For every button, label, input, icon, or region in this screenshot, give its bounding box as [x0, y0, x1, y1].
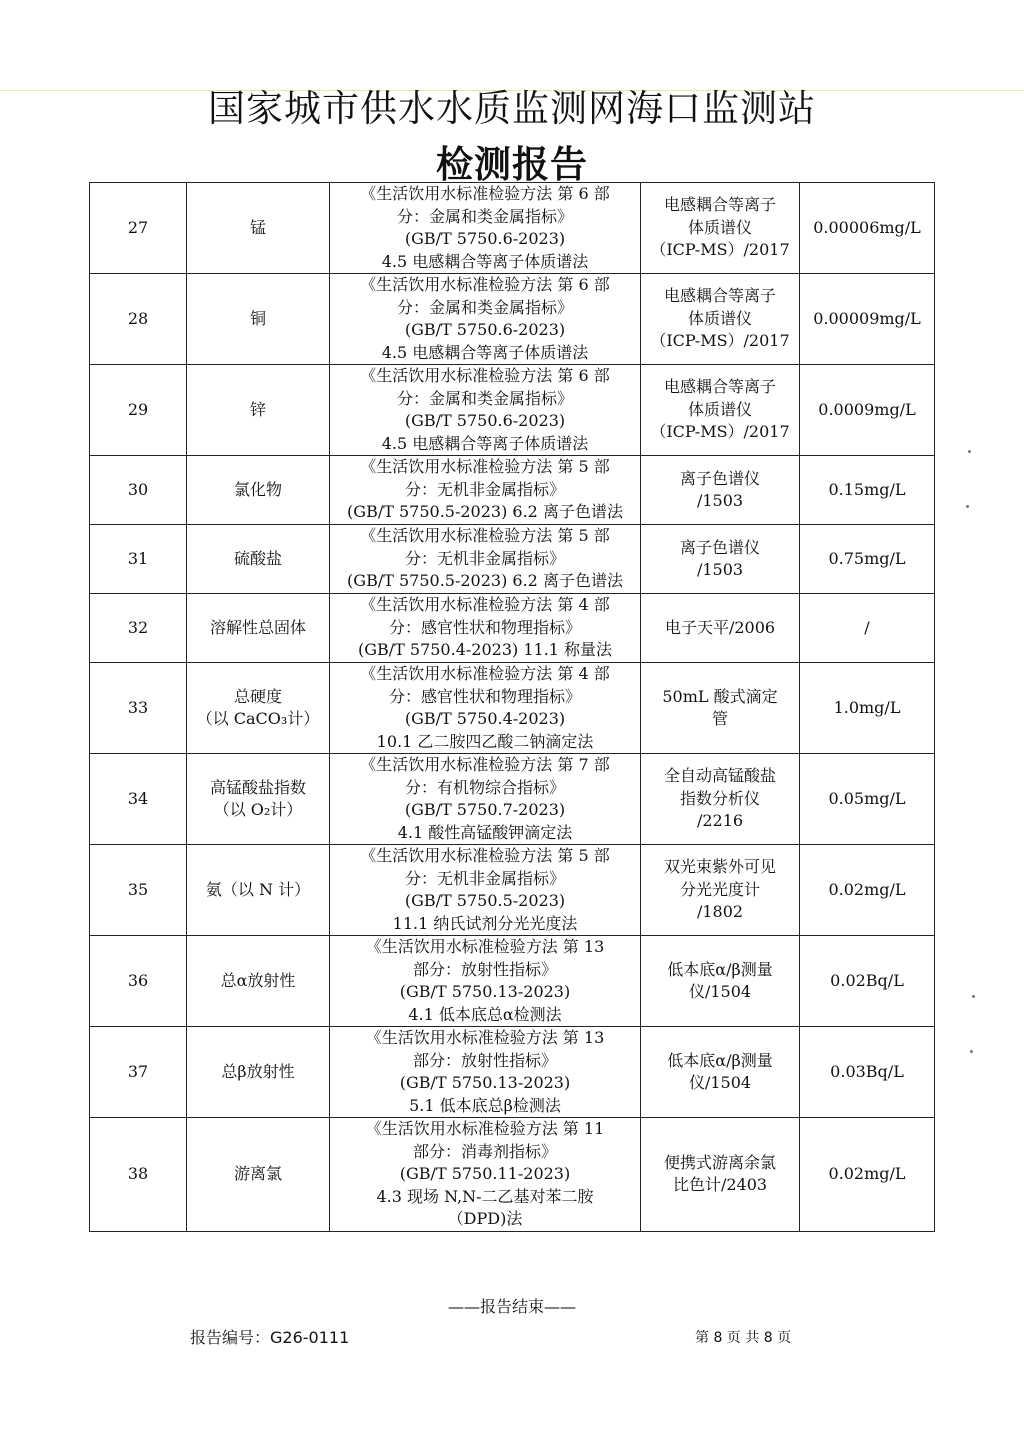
method-cell-line: (GB/T 5750.11-2023): [399, 1164, 571, 1183]
instrument-cell: [641, 594, 800, 663]
row-number-cell: 38: [90, 1118, 187, 1232]
table-row: [90, 663, 935, 754]
detection-limit-cell: 0.02mg/L: [800, 1118, 935, 1232]
table-row: [90, 845, 935, 936]
instrument-cell-line: （ICP-MS）/2017: [650, 240, 790, 260]
method-cell-line: (GB/T 5750.5-2023) 6.2 离子色谱法: [347, 502, 623, 522]
row-number-cell: 36: [90, 936, 187, 1027]
instrument-cell-line: /1503: [696, 560, 744, 579]
method-cell-line: 部分：放射性指标》: [412, 959, 557, 979]
item-cell-line: 铜: [249, 308, 266, 328]
method-cell-line: (GB/T 5750.5-2023) 6.2 离子色谱法: [347, 571, 623, 591]
instrument-cell-line: （ICP-MS）/2017: [650, 331, 790, 351]
item-cell: [187, 525, 330, 594]
instrument-cell: [641, 365, 800, 456]
method-cell-line: 分：有机物综合指标》: [404, 777, 565, 797]
row-number-cell: 33: [90, 663, 187, 754]
method-cell-line: 《生活饮用水标准检验方法 第 5 部: [360, 526, 610, 546]
item-cell-line: 总硬度: [233, 686, 282, 706]
table-body: [90, 183, 935, 1232]
instrument-cell-line: 电子天平/2006: [664, 617, 776, 637]
instrument-cell-line: /1802: [696, 902, 744, 922]
instrument-cell: [641, 845, 800, 936]
report-subtitle: 检测报告: [436, 143, 588, 186]
item-cell: [187, 936, 330, 1027]
method-cell-line: 《生活饮用水标准检验方法 第 7 部: [360, 755, 610, 774]
method-cell-line: (GB/T 5750.6-2023): [404, 229, 566, 248]
row-number-cell: 29: [90, 365, 187, 456]
table-row: [90, 1118, 935, 1232]
scan-speck: [966, 505, 969, 508]
instrument-cell-line: 离子色谱仪: [679, 537, 760, 557]
instrument-cell: [641, 456, 800, 525]
instrument-cell: [641, 1118, 800, 1232]
method-cell-line: 《生活饮用水标准检验方法 第 6 部: [360, 275, 610, 294]
instrument-cell-line: 比色计/2403: [672, 1175, 768, 1195]
detection-limit-cell: 0.75mg/L: [800, 525, 935, 594]
row-number-cell: 37: [90, 1027, 187, 1118]
method-cell-line: 5.1 低本底总β检测法: [409, 1095, 561, 1115]
method-cell: [330, 663, 641, 754]
detection-limit-cell: 0.00006mg/L: [800, 183, 935, 274]
method-cell-line: 《生活饮用水标准检验方法 第 13: [365, 937, 605, 956]
scan-speck: [972, 995, 975, 998]
item-cell: [187, 663, 330, 754]
instrument-cell-line: 体质谱仪: [687, 399, 752, 419]
instrument-cell-line: 低本底α/β测量: [667, 1050, 773, 1070]
table-row: [90, 594, 935, 663]
item-cell: [187, 594, 330, 663]
method-cell-line: 4.5 电感耦合等离子体质谱法: [381, 342, 589, 362]
method-cell-line: 11.1 纳氏试剂分光光度法: [392, 913, 578, 933]
method-cell-line: 《生活饮用水标准检验方法 第 4 部: [360, 664, 610, 683]
instrument-cell-line: 仪/1504: [688, 982, 752, 1001]
row-number-cell: 30: [90, 456, 187, 525]
table-row: [90, 365, 935, 456]
item-cell: [187, 183, 330, 274]
item-cell-line: 锰: [249, 217, 266, 237]
method-cell-line: (GB/T 5750.13-2023): [399, 982, 571, 1001]
instrument-cell: [641, 663, 800, 754]
table-row: [90, 456, 935, 525]
method-cell-line: 《生活饮用水标准检验方法 第 6 部: [360, 184, 610, 203]
instrument-cell-line: （ICP-MS）/2017: [650, 422, 790, 442]
table-row: [90, 754, 935, 845]
item-cell-line: （以 O₂计）: [213, 800, 303, 819]
instrument-cell-line: 全自动高锰酸盐: [663, 766, 776, 786]
instrument-cell-line: 50mL 酸式滴定: [662, 686, 778, 706]
item-cell-line: 总α放射性: [220, 970, 296, 990]
item-cell-line: 硫酸盐: [233, 548, 282, 568]
method-cell: [330, 936, 641, 1027]
method-cell-line: 《生活饮用水标准检验方法 第 5 部: [360, 457, 610, 477]
method-cell-line: 分：无机非金属指标》: [404, 868, 565, 888]
method-cell-line: 分：金属和类金属指标》: [396, 388, 573, 408]
row-number-cell: 27: [90, 183, 187, 274]
method-cell-line: 4.5 电感耦合等离子体质谱法: [381, 433, 589, 453]
detection-limit-cell: 0.02Bq/L: [800, 936, 935, 1027]
row-number-cell: 32: [90, 594, 187, 663]
instrument-cell-line: 低本底α/β测量: [667, 959, 773, 979]
item-cell-line: 氯化物: [233, 479, 282, 499]
row-number-cell: 31: [90, 525, 187, 594]
method-cell: [330, 183, 641, 274]
method-cell-line: 部分：放射性指标》: [412, 1050, 557, 1070]
item-cell-line: （以 CaCO₃计）: [196, 709, 320, 728]
item-cell: [187, 754, 330, 845]
table-row: [90, 274, 935, 365]
table-row: [90, 936, 935, 1027]
method-cell-line: (GB/T 5750.4-2023) 11.1 称量法: [357, 640, 613, 660]
method-cell: [330, 274, 641, 365]
instrument-cell-line: 电感耦合等离子: [663, 377, 776, 397]
instrument-cell-line: /1503: [696, 491, 744, 510]
instrument-cell-line: 电感耦合等离子: [663, 286, 776, 306]
detection-limit-cell: /: [800, 594, 935, 663]
item-cell: [187, 845, 330, 936]
scan-speck: [968, 450, 971, 453]
item-cell: [187, 1027, 330, 1118]
instrument-cell-line: 离子色谱仪: [679, 468, 760, 488]
method-cell: [330, 525, 641, 594]
method-cell: [330, 594, 641, 663]
item-cell: [187, 365, 330, 456]
method-cell-line: 4.1 酸性高锰酸钾滴定法: [397, 822, 573, 842]
scan-speck: [970, 1050, 973, 1053]
detection-limit-cell: 0.02mg/L: [800, 845, 935, 936]
row-number-cell: 35: [90, 845, 187, 936]
method-cell-line: 《生活饮用水标准检验方法 第 11: [365, 1119, 605, 1138]
row-number-cell: 28: [90, 274, 187, 365]
instrument-cell-line: 电感耦合等离子: [663, 195, 776, 215]
item-cell-line: 氨（以 N 计）: [205, 879, 311, 899]
instrument-cell: [641, 1027, 800, 1118]
method-cell-line: 《生活饮用水标准检验方法 第 13: [365, 1028, 605, 1047]
method-cell-line: 部分：消毒剂指标》: [412, 1141, 557, 1161]
item-cell-line: 总β放射性: [221, 1061, 295, 1081]
method-cell: [330, 754, 641, 845]
test-methods-table: [89, 182, 935, 1232]
row-number-cell: 34: [90, 754, 187, 845]
instrument-cell-line: 体质谱仪: [687, 217, 752, 237]
method-cell-line: (GB/T 5750.13-2023): [399, 1073, 571, 1092]
method-cell: [330, 365, 641, 456]
method-cell-line: 《生活饮用水标准检验方法 第 4 部: [360, 595, 610, 615]
item-cell-line: 高锰酸盐指数: [209, 777, 306, 797]
method-cell-line: 10.1 乙二胺四乙酸二钠滴定法: [376, 731, 594, 751]
table-row: [90, 183, 935, 274]
instrument-cell: [641, 936, 800, 1027]
instrument-cell: [641, 754, 800, 845]
method-cell-line: 4.5 电感耦合等离子体质谱法: [381, 251, 589, 271]
method-cell-line: （DPD)法: [447, 1209, 523, 1228]
detection-limit-cell: 0.00009mg/L: [800, 274, 935, 365]
method-cell-line: (GB/T 5750.7-2023): [404, 800, 566, 819]
method-cell: [330, 845, 641, 936]
item-cell-line: 溶解性总固体: [209, 617, 306, 637]
item-cell-line: 锌: [249, 399, 266, 419]
method-cell-line: 分：金属和类金属指标》: [396, 206, 573, 226]
method-cell-line: 分：无机非金属指标》: [404, 548, 565, 568]
method-cell-line: (GB/T 5750.6-2023): [404, 411, 566, 430]
method-cell-line: (GB/T 5750.6-2023): [404, 320, 566, 339]
detection-limit-cell: 0.0009mg/L: [800, 365, 935, 456]
method-cell-line: 分：感官性状和物理指标》: [388, 617, 581, 637]
instrument-cell: [641, 183, 800, 274]
method-cell-line: 《生活饮用水标准检验方法 第 5 部: [360, 846, 610, 865]
instrument-cell-line: 管: [711, 709, 728, 728]
method-cell-line: (GB/T 5750.4-2023): [404, 709, 566, 728]
item-cell-line: 游离氯: [233, 1164, 282, 1183]
method-cell-line: 4.3 现场 N,N-二乙基对苯二胺: [376, 1186, 594, 1206]
item-cell: [187, 456, 330, 525]
table-row: [90, 525, 935, 594]
method-cell-line: 《生活饮用水标准检验方法 第 6 部: [360, 366, 610, 385]
instrument-cell-line: 体质谱仪: [687, 308, 752, 328]
instrument-cell-line: 指数分析仪: [679, 788, 760, 808]
item-cell: [187, 1118, 330, 1232]
method-cell: [330, 456, 641, 525]
instrument-cell-line: 便携式游离余氯: [663, 1152, 776, 1172]
instrument-cell-line: 仪/1504: [688, 1073, 752, 1092]
detection-limit-cell: 1.0mg/L: [800, 663, 935, 754]
method-cell-line: 分：感官性状和物理指标》: [388, 686, 581, 706]
instrument-cell-line: 分光光度计: [679, 879, 760, 899]
detection-limit-cell: 0.03Bq/L: [800, 1027, 935, 1118]
item-cell: [187, 274, 330, 365]
method-cell-line: 分：无机非金属指标》: [404, 479, 565, 499]
instrument-cell: [641, 274, 800, 365]
method-cell-line: (GB/T 5750.5-2023): [404, 891, 566, 910]
report-end-mark: ——报告结束——: [447, 1297, 576, 1316]
instrument-cell-line: 双光束紫外可见: [663, 857, 776, 877]
page-number: 第 8 页 共 8 页: [695, 1330, 792, 1346]
method-cell-line: 4.1 低本底总α检测法: [408, 1004, 562, 1024]
method-cell-line: 分：金属和类金属指标》: [396, 297, 573, 317]
report-title: 国家城市供水水质监测网海口监测站: [208, 87, 816, 130]
method-cell: [330, 1118, 641, 1232]
instrument-cell-line: /2216: [696, 811, 744, 831]
detection-limit-cell: 0.15mg/L: [800, 456, 935, 525]
table-row: [90, 1027, 935, 1118]
method-cell: [330, 1027, 641, 1118]
detection-limit-cell: 0.05mg/L: [800, 754, 935, 845]
report-number: 报告编号：G26-0111: [190, 1328, 350, 1347]
instrument-cell: [641, 525, 800, 594]
